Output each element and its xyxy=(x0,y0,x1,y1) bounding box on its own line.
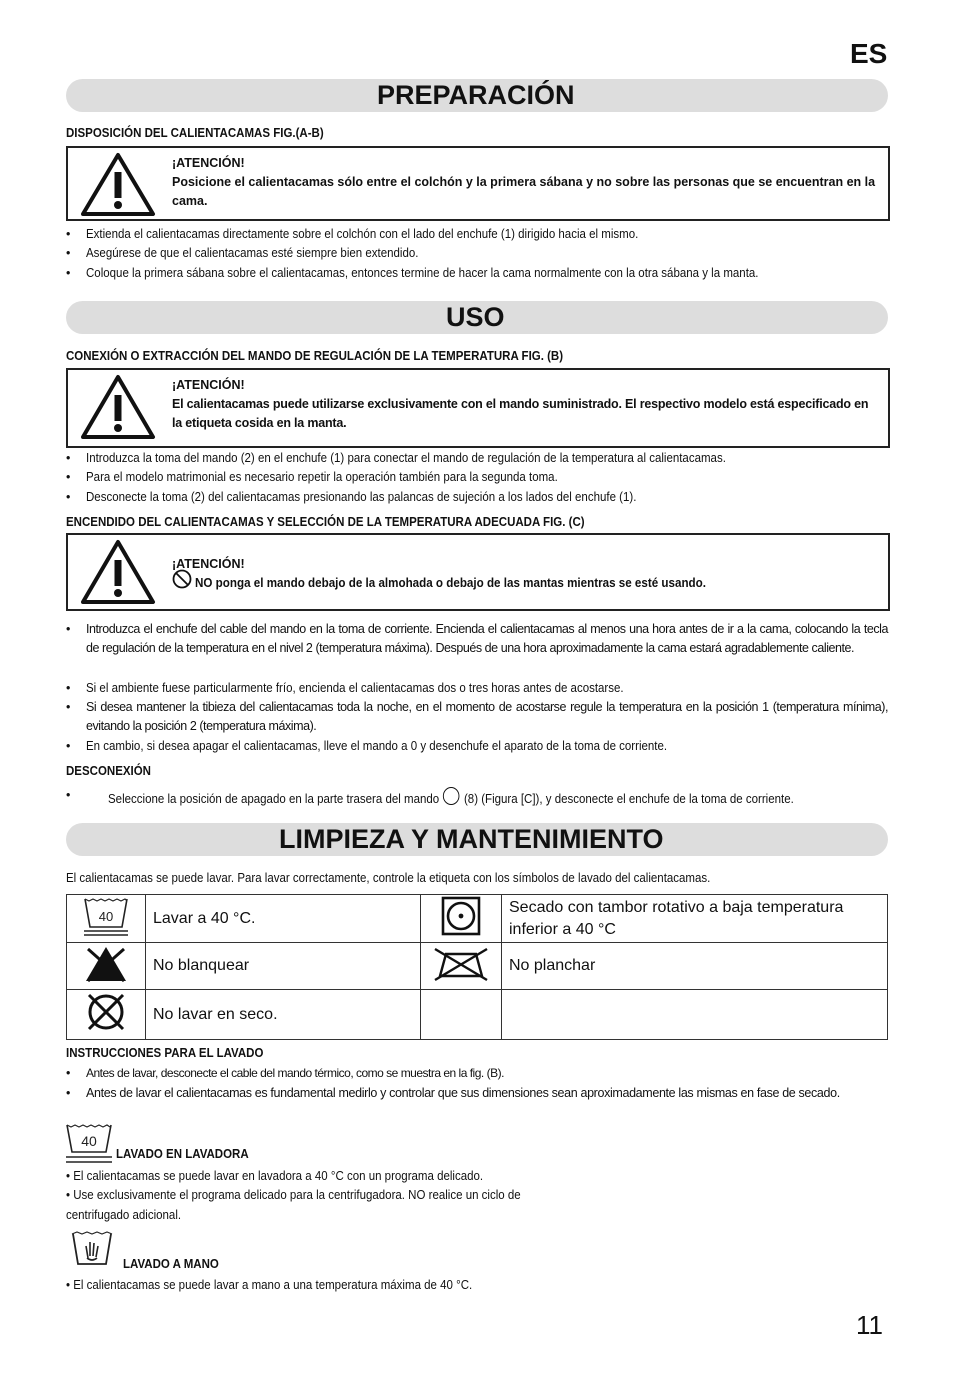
wash-label: Lavar a 40 °C. xyxy=(146,895,421,943)
language-code: ES xyxy=(850,38,888,69)
subheading: DISPOSICIÓN DEL CALIENTACAMAS FIG.(A-B) xyxy=(66,126,324,140)
no-iron-icon xyxy=(432,946,490,982)
warning-box xyxy=(66,368,890,448)
list-item: • Para el modelo matrimonial es necesario repetir la operación también para la segunda toma. xyxy=(66,470,558,484)
hand-wash-line: • El calientacamas se puede lavar a mano a una temperatura máxima de 40 °C. xyxy=(66,1278,473,1292)
svg-text:40: 40 xyxy=(98,909,114,924)
list-item: • Antes de lavar, desconecte el cable del mando térmico, como se muestra en la fig. (B). xyxy=(66,1066,504,1080)
wash-40-icon xyxy=(81,895,131,937)
section-band-limpieza xyxy=(66,823,888,856)
section-title: USO xyxy=(446,302,505,332)
list-item: • Si el ambiente fuese particularmente frío, encienda el calientacamas dos o tres horas antes de acostarse. xyxy=(66,681,624,695)
section-title: LIMPIEZA Y MANTENIMIENTO xyxy=(279,824,664,854)
list-item: • En cambio, si desea apagar el calientacamas, lleve el mando a 0 y desenchufe el aparato de la toma de corriente. xyxy=(66,739,668,753)
machine-wash-heading: LAVADO EN LAVADORA xyxy=(116,1147,249,1161)
subheading: CONEXIÓN O EXTRACCIÓN DEL MANDO DE REGULACIÓN DE LA TEMPERATURA FIG. (B) xyxy=(66,349,564,363)
machine-wash-line: centrifugado adicional. xyxy=(66,1208,182,1222)
list-item: • Coloque la primera sábana sobre el calientacamas, entonces termine de hacer la cama normalmente con la otra sábana y la manta. xyxy=(66,266,759,280)
list-item: • Antes de lavar el calientacamas es fundamental medirlo y controlar que sus dimensiones sean aproximadamente las mismas en fase de secado. xyxy=(66,1086,840,1100)
list-item: • Introduzca la toma del mando (2) en el enchufe (1) para conectar el mando de regulación de la temperatura al calientacamas. xyxy=(66,451,726,465)
list-item: • Introduzca el enchufe del cable del mando en la toma de corriente. Encienda el calientacamas al menos una hora antes de ir a la cama, colocando la tecla de regulación de la temperatura en el nivel 2 (temperatura máxima). Después de una hora aproximadamente la cama estará agradablemente caliente. xyxy=(66,622,888,655)
no-dry-clean-icon xyxy=(84,990,128,1034)
warning-title: ¡ATENCIÓN! xyxy=(172,156,245,170)
warning-triangle-icon xyxy=(80,152,156,216)
subheading: ENCENDIDO DEL CALIENTACAMAS Y SELECCIÓN DE LA TEMPERATURA ADECUADA FIG. (C) xyxy=(66,515,585,529)
svg-text:40: 40 xyxy=(81,1133,97,1149)
warning-title: ¡ATENCIÓN! xyxy=(172,557,245,571)
warning-triangle-icon xyxy=(80,374,156,440)
off-position-circle-icon xyxy=(442,786,460,806)
section-band-preparacion xyxy=(66,79,888,112)
dryclean-label: No lavar en seco. xyxy=(146,990,421,1040)
list-item: • Asegúrese de que el calientacamas esté siempre bien extendido. xyxy=(66,246,419,260)
iron-label: No planchar xyxy=(502,943,888,990)
warning-box xyxy=(66,533,890,611)
list-item: • Desconecte la toma (2) del calientacamas presionando las palancas de sujeción a los lados del enchufe (1). xyxy=(66,490,637,504)
machine-wash-line: • El calientacamas se puede lavar en lavadora a 40 °C con un programa delicado. xyxy=(66,1169,484,1183)
hand-wash-heading: LAVADO A MANO xyxy=(123,1257,219,1271)
intro-text: El calientacamas se puede lavar. Para lavar correctamente, controle la etiqueta con los símbolos de lavado del calientacamas. xyxy=(66,871,711,885)
machine-wash-line: • Use exclusivamente el programa delicado para la centrifugadora. NO realice un ciclo de xyxy=(66,1188,521,1202)
warning-triangle-icon xyxy=(80,539,156,605)
bleach-label: No blanquear xyxy=(146,943,421,990)
warning-text: Posicione el calientacamas sólo entre el colchón y la primera sábana y no sobre las personas que se encuentran en la cama. xyxy=(172,175,876,208)
subheading: INSTRUCCIONES PARA EL LAVADO xyxy=(66,1046,264,1060)
prohibited-icon xyxy=(172,569,192,589)
hand-wash-icon xyxy=(70,1228,114,1268)
section-band-uso xyxy=(66,301,888,334)
dry-label: Secado con tambor rotativo a baja temperatura inferior a 40 °C xyxy=(502,895,888,943)
machine-wash-40-icon xyxy=(64,1122,114,1164)
list-item: • Extienda el calientacamas directamente sobre el colchón con el lado del enchufe (1) dirigido hacia el mismo. xyxy=(66,227,639,241)
page-number: 11 xyxy=(856,1310,883,1340)
care-symbols-table xyxy=(66,894,888,1040)
tumble-dry-low-icon xyxy=(441,896,481,936)
warning-text: El calientacamas puede utilizarse exclusivamente con el mando suministrado. El respectivo modelo está especificado en la etiqueta cosida en la manta. xyxy=(172,397,869,430)
warning-title: ¡ATENCIÓN! xyxy=(172,378,245,392)
section-title: PREPARACIÓN xyxy=(377,80,575,110)
warning-text: NO ponga el mando debajo de la almohada o debajo de las mantas mientras se esté usando. xyxy=(195,576,706,590)
no-bleach-icon xyxy=(83,944,129,984)
warning-box xyxy=(66,146,890,221)
subheading: DESCONEXIÓN xyxy=(66,764,151,778)
list-item: • Si desea mantener la tibieza del calientacamas toda la noche, en el momento de acostarse regule la temperatura en la posición 1 (temperatura mínima), evitando la posición 2 (temperatura máxima). xyxy=(66,700,888,733)
